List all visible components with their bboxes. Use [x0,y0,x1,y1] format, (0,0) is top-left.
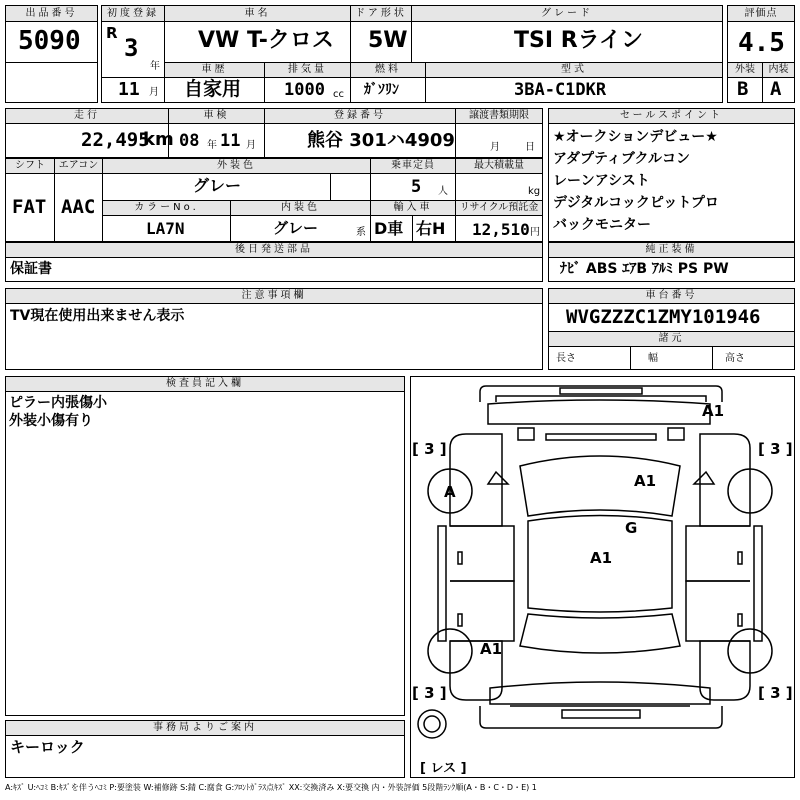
reg-no: 熊谷 301ハ4909 [307,130,455,151]
score-value: 4.5 [738,28,785,58]
color-no: LA7N [146,219,185,238]
first-reg-month: 11 [118,79,140,100]
fuel: ｶﾞｿﾘﾝ [364,82,399,98]
lot-label: 出品番号 [6,6,97,21]
tire-rear-left: [ 3 ] [412,684,447,702]
equipment: ﾅﾋﾞ ABS ｴｱB ｱﾙﾐ PS PW [560,261,729,277]
inspector-label: 検査員記入欄 [6,377,404,391]
first-reg-month-unit: 月 [149,87,159,98]
first-reg-label: 初度登録 [102,6,164,21]
damage-mark: G [625,519,638,537]
capacity: 5 [411,177,422,197]
max-load-label: 最大積載量 [456,159,542,173]
shift: FAT [12,196,47,218]
tire-rear-right: [ 3 ] [758,684,793,702]
displacement-label: 排気量 [265,63,350,77]
ext-color: グレー [193,176,242,195]
notes-label: 注意事項欄 [6,289,542,303]
inspection-label: 車検 [169,109,264,123]
recycle-unit: 円 [530,227,540,238]
reg-no-label: 登録番号 [265,109,455,123]
vin-label: 車台番号 [549,289,794,303]
damage-mark: A1 [634,472,657,490]
office-label: 事務局よりご案内 [6,721,404,735]
legend: A:ｷｽﾞ U:ﾍｺﾐ B:ｷｽﾞを伴うﾍｺﾐ P:要塗装 W:補修跡 S:錆 C:腐食 G:ﾌﾛﾝﾄｶﾞﾗｽ点ｷｽﾞ XX:交換済み X:要交換 内・外装評価 5段階ﾗﾝｸ順(A・B・C・D・E) 1 [5,783,537,792]
fuel-label: 燃料 [351,63,425,77]
office: キーロック [10,738,85,756]
grade: TSI Rライン [514,28,643,53]
later-parts-label: 後日発送部品 [6,243,542,257]
inspection-month-unit: 月 [246,140,256,151]
transfer-label: 譲渡書類期限 [456,109,542,123]
equipment-label: 純正装備 [549,243,794,257]
sales-points-label: セールスポイント [549,109,794,123]
damage-mark: A1 [590,549,613,567]
later-parts: 保証書 [10,261,52,277]
vin: WVGZZZC1ZMY101946 [566,306,761,328]
first-reg-year: 3 [124,34,139,62]
inspection-year-unit: 年 [207,140,217,151]
int-color-unit: 系 [356,227,366,238]
car-name-label: 車名 [165,6,350,21]
mileage: 22,495 [81,129,150,151]
car-name: VW T-クロス [198,28,334,53]
mileage-label: 走行 [6,109,168,123]
capacity-label: 乗車定員 [371,159,455,173]
shift-label: シフト [6,159,54,173]
displacement: 1000 [284,80,325,100]
sales-point-line: レーンアシスト [553,173,650,189]
specs-label: 諸元 [549,332,794,346]
transfer-day-unit: 日 [525,142,535,153]
recycle: 12,510 [472,220,530,239]
damage-mark: A [444,483,456,501]
sales-point-line: アダプティブクルコン [553,151,691,167]
lot-number: 5090 [18,26,81,56]
mileage-unit: km [143,129,174,150]
grade-label: グレード [412,6,722,21]
score-ext: B [737,78,749,100]
import: D車 [374,219,404,238]
first-reg-year-unit: 年 [150,61,160,72]
damage-mark: A1 [702,402,725,420]
spare-tire-label: [ レス ] [420,761,467,776]
history: 自家用 [184,78,242,100]
displacement-unit: cc [333,89,344,100]
spec-height-label: 高さ [725,353,745,364]
inspection-month: 11 [220,131,241,151]
sales-point-line: デジタルコックピットプロ [553,195,719,211]
score-label: 評価点 [728,6,794,21]
inspector-line: 外装小傷有り [9,413,93,429]
notes: TV現在使用出来ません表示 [10,308,185,324]
model: 3BA-C1DKR [514,80,607,100]
inspector-line: ピラー内張傷小 [9,395,107,411]
ac: AAC [61,196,96,218]
tire-front-right: [ 3 ] [758,440,793,458]
score-ext-label: 外装 [728,63,762,77]
int-color-label: 内装色 [231,201,370,215]
color-no-label: カラーNo. [103,201,230,215]
max-load-unit: kg [528,186,541,197]
score-int: A [770,78,782,100]
int-color: グレー [273,219,319,237]
history-label: 車歴 [165,63,264,77]
capacity-unit: 人 [438,186,448,197]
door-label: ドア形状 [351,6,411,21]
model-label: 型式 [426,63,722,77]
ext-color-label: 外装色 [103,159,370,173]
car-diagram [410,376,795,778]
sales-point-line: バックモニター [553,217,651,233]
score-int-label: 内装 [763,63,794,77]
ac-label: エアコン [55,159,102,173]
handle: 右H [416,219,446,238]
import-label: 輸入車 [371,201,455,215]
recycle-label: リサイクル預託金 [456,201,542,215]
spec-width-label: 幅 [648,353,658,364]
inspection-year: 08 [179,131,200,151]
spec-length-label: 長さ [556,353,576,364]
transfer-month-unit: 月 [490,142,500,153]
damage-mark: A1 [480,640,503,658]
door-type: 5W [368,28,408,53]
sales-point-line: ★オークションデビュー★ [553,129,718,145]
tire-front-left: [ 3 ] [412,440,447,458]
first-reg-era: R [106,24,118,42]
